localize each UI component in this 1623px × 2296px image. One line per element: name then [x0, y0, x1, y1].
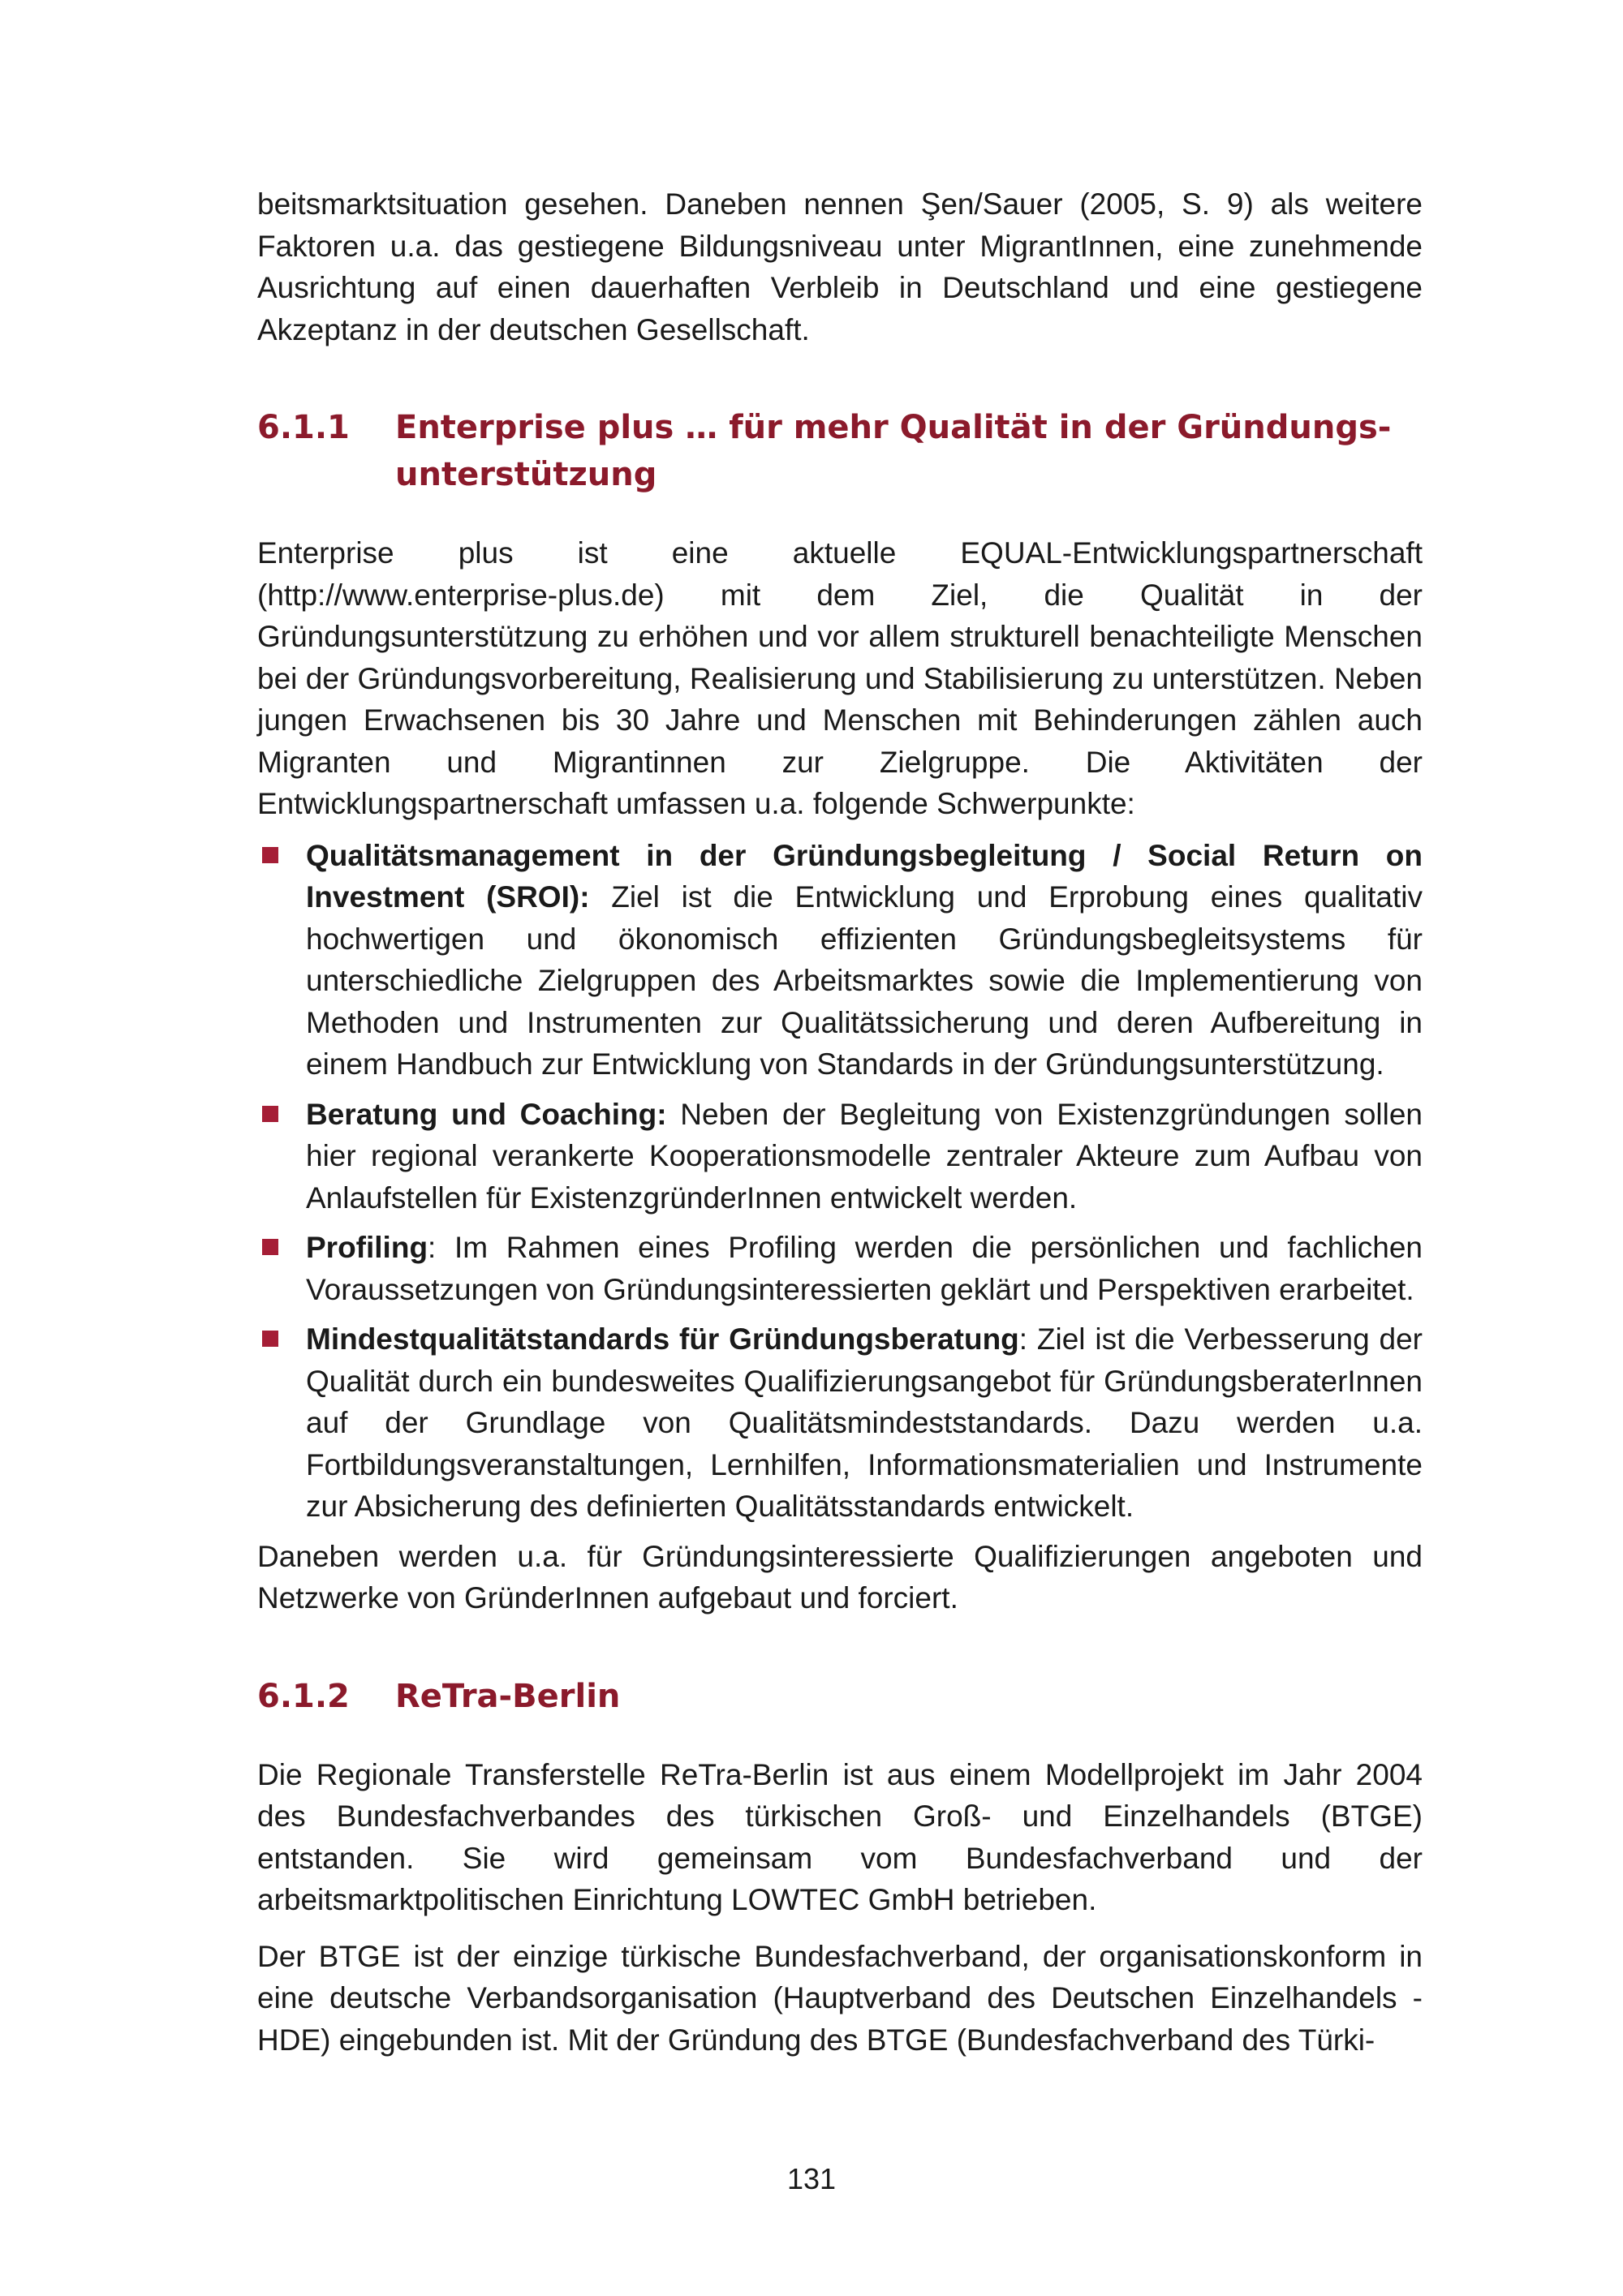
bullet-text: Ziel ist die Entwicklung und Erprobung eines qualitativ hochwertigen und ökonomisch effizienten Gründungsbegleitsystems für unterschiedliche Zielgruppen des Arbeitsmarktes sowie die Implementierung von Methoden und Instrumenten zur Qualitätssicherung und deren Aufbereitung in einem Handbuch zur Entwicklung von Standards in der Gründungsunterstützung. [306, 880, 1423, 1081]
bullet-term: Qualitätsmanagement in der Gründungsbegleitung / Social Return on Investment (SROI): [306, 838, 1423, 914]
page-content [257, 183, 1423, 2061]
list-item [257, 1094, 1423, 1219]
section1-paragraph: Enterprise plus ist eine aktuelle EQUAL-Entwicklungspartnerschaft (http://www.enterprise-plus.de) mit dem Ziel, die Qualität in der Gründungsunterstützung zu erhöhen und vor allem strukturell benachteiligte Menschen bei der Gründungsvorbereitung, Realisierung und Stabilisierung zu unterstützen. Neben jungen Erwachsenen bis 30 Jahre und Menschen mit Behinderungen zählen auch Migranten und Migrantinnen zur Zielgruppe. Die Aktivitäten der Entwicklungspartnerschaft umfassen u.a. folgende Schwerpunkte: [257, 536, 1423, 820]
bullet-text: Neben der Begleitung von Existenzgründungen sollen hier regional verankerte Kooperationsmodelle zentraler Akteure zum Aufbau von Anlaufstellen für ExistenzgründerInnen entwickelt werden. [306, 1097, 1423, 1215]
bullet-term: Mindestqualitätstandards für Gründungsberatung [306, 1322, 1019, 1356]
section2-paragraph-2: Der BTGE ist der einzige türkische Bundesfachverband, der organisationskonform in eine deutsche Verbandsorganisation (Hauptverband des Deutschen Einzelhandels - HDE) eingebunden ist. Mit der Gründung des BTGE (Bundesfachverband des Türki- [257, 1939, 1423, 2057]
intro-paragraph: beitsmarktsituation gesehen. Daneben nennen Şen/Sauer (2005, S. 9) als weitere Faktoren u.a. das gestiegene Bildungsniveau unter MigrantInnen, eine zunehmende Ausrichtung auf einen dauerhaften Verbleib in Deutschland und eine gestiegene Akzeptanz in der deutschen Gesellschaft. [257, 187, 1423, 346]
list-item [257, 1318, 1423, 1528]
section-title: Enterprise plus … für mehr Qualität in der Gründungs-unterstützung [395, 409, 1392, 493]
square-bullet-icon [262, 1239, 278, 1255]
focus-areas-list [257, 835, 1423, 1528]
section1-closing: Daneben werden u.a. für Gründungsinteressierte Qualifizierungen angeboten und Netzwerke von GründerInnen aufgebaut und forciert. [257, 1539, 1423, 1615]
section-heading-6-1-2 [257, 1673, 1423, 1720]
square-bullet-icon [262, 1106, 278, 1122]
bullet-text: : Im Rahmen eines Profiling werden die persönlichen und fachlichen Voraussetzungen von Gründungsinteressierten geklärt und Perspektiven erarbeitet. [306, 1231, 1423, 1306]
bullet-term: Beratung und Coaching: [306, 1097, 667, 1131]
section-number: 6.1.1 [257, 409, 350, 446]
list-item [257, 1227, 1423, 1310]
section-heading-6-1-1 [257, 404, 1423, 498]
bullet-text: : Ziel ist die Verbesserung der Qualität durch ein bundesweites Qualifizierungsangebot für GründungsberaterInnen auf der Grundlage von Qualitätsmindeststandards. Dazu werden u.a. Fortbildungsveranstaltungen, Lernhilfen, Informationsmaterialien und Instrumente zur Absicherung des definierten Qualitätsstandards entwickelt. [306, 1322, 1423, 1523]
bullet-term: Profiling [306, 1231, 428, 1264]
square-bullet-icon [262, 847, 278, 863]
square-bullet-icon [262, 1331, 278, 1347]
section-title: ReTra-Berlin [395, 1677, 621, 1715]
page-number: 131 [786, 2162, 837, 2195]
section-number: 6.1.2 [257, 1677, 350, 1715]
section2-paragraph-1: Die Regionale Transferstelle ReTra-Berlin ist aus einem Modellprojekt im Jahr 2004 des Bundesfachverbandes des türkischen Groß- und Einzelhandels (BTGE) entstanden. Sie wird gemeinsam vom Bundesfachverband und der arbeitsmarktpolitischen Einrichtung LOWTEC GmbH betrieben. [257, 1757, 1423, 1916]
list-item [257, 835, 1423, 1086]
